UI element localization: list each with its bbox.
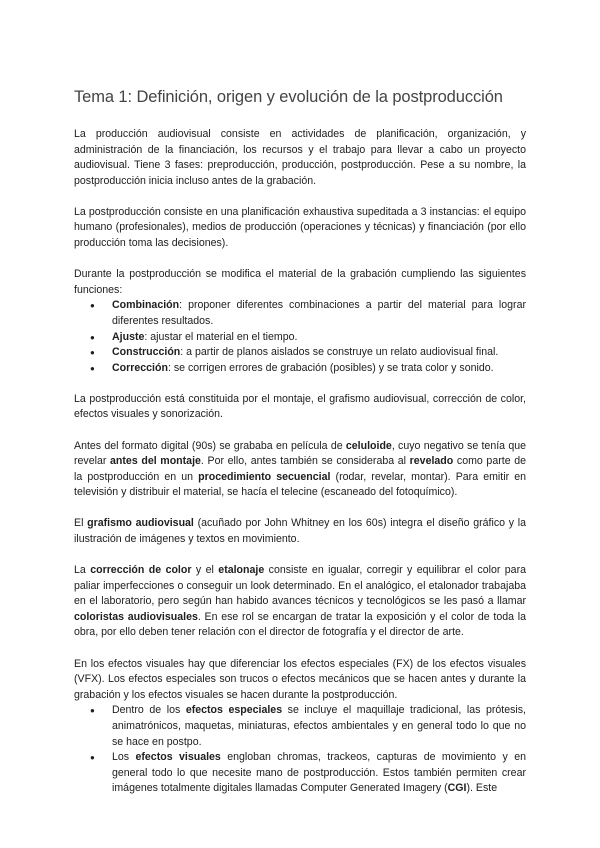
- effects-list: [74, 703, 526, 797]
- paragraph-planificacion: La postproducción consiste en una planificación exhaustiva supeditada a 3 instancias: el equipo humano (profesionales), medios de producción (operaciones y técnicas) y financiación (por ello producción toma las decisiones).: [74, 205, 526, 250]
- paragraph-formato-digital: Antes del formato digital (90s) se grababa en película de celuloide, cuyo negativo se tenía que revelar antes del montaje. Por ello, antes también se consideraba al revelado como parte de la postproducción en un procedimiento secuencial (rodar, revelar, montar). Para emitir en televisión y distribuir el material, se hacía el telecine (escaneado del fotoquímico).: [74, 439, 527, 499]
- term: Combinación: [112, 299, 180, 312]
- functions-list: [74, 298, 526, 376]
- paragraph-color: La corrección de color y el etalonaje consiste en igualar, corregir y equilibrar el color para paliar imperfecciones o conseguir un look determinado. En el analógico, el etalonador trabajaba en el laboratorio, pero según han habido avances técnicos y tecnológicos se les pasó a llamar coloristas audiovisuales. En ese rol se encargan de tratar la exposición y el color de toda la obra, por ello deben tener relación con el director de fotografía y el director de arte.: [74, 564, 526, 639]
- list-item: ● Dentro de los efectos especiales se incluye el maquillaje tradicional, las prótesis, animatrónicos, maquetas, miniaturas, efectos ambientales y en general todo lo que no se hace en postpo.: [112, 703, 526, 750]
- document-body: [74, 127, 526, 797]
- term: Construcción: [112, 346, 181, 359]
- list-item: ● Los efectos visuales engloban chromas, trackeos, capturas de movimiento y en general todo lo que necesite mano de postproducción. Estos también permiten crear imágenes totalmente digitales llamadas Computer Generated Imagery (CGI). Este: [112, 750, 526, 797]
- term: Corrección: [112, 361, 168, 374]
- list-item: ● Combinación: proponer diferentes combinaciones a partir del material para lograr diferentes resultados.: [112, 298, 526, 329]
- paragraph-constitucion: La postproducción está constituida por el montaje, el grafismo audiovisual, corrección de color, efectos visuales y sonorización.: [74, 392, 526, 421]
- paragraph-efectos: En los efectos visuales hay que diferenciar los efectos especiales (FX) de los efectos visuales (VFX). Los efectos especiales son trucos o efectos mecánicos que se hacen antes y durante la grabación y los efectos visuales se hacen durante la postproducción.: [74, 657, 526, 701]
- paragraph-grafismo: El grafismo audiovisual (acuñado por John Whitney en los 60s) integra el diseño gráfico y la ilustración de imágenes y textos en movimiento.: [74, 517, 526, 545]
- page-title: Tema 1: Definición, origen y evolución de la postproducción: [74, 88, 503, 106]
- list-item: ● Construcción: a partir de planos aislados se construye un relato audiovisual final.: [112, 345, 526, 361]
- paragraph-produccion: La producción audiovisual consiste en actividades de planificación, organización, y administración de la financiación, los recursos y el trabajo para llevar a cabo un proyecto audiovisual. Tiene 3 fases: preproducción, producción, postproducción. Pese a su nombre, la postproducción inicia incluso antes de la grabación.: [74, 128, 526, 187]
- term: Ajuste: [112, 330, 145, 343]
- paragraph-funciones-intro: Durante la postproducción se modifica el material de la grabación cumpliendo las siguientes funciones:: [74, 268, 526, 296]
- list-item: ● Corrección: se corrigen errores de grabación (posibles) y se trata color y sonido.: [112, 361, 526, 377]
- list-item: ● Ajuste: ajustar el material en el tiempo.: [112, 330, 526, 346]
